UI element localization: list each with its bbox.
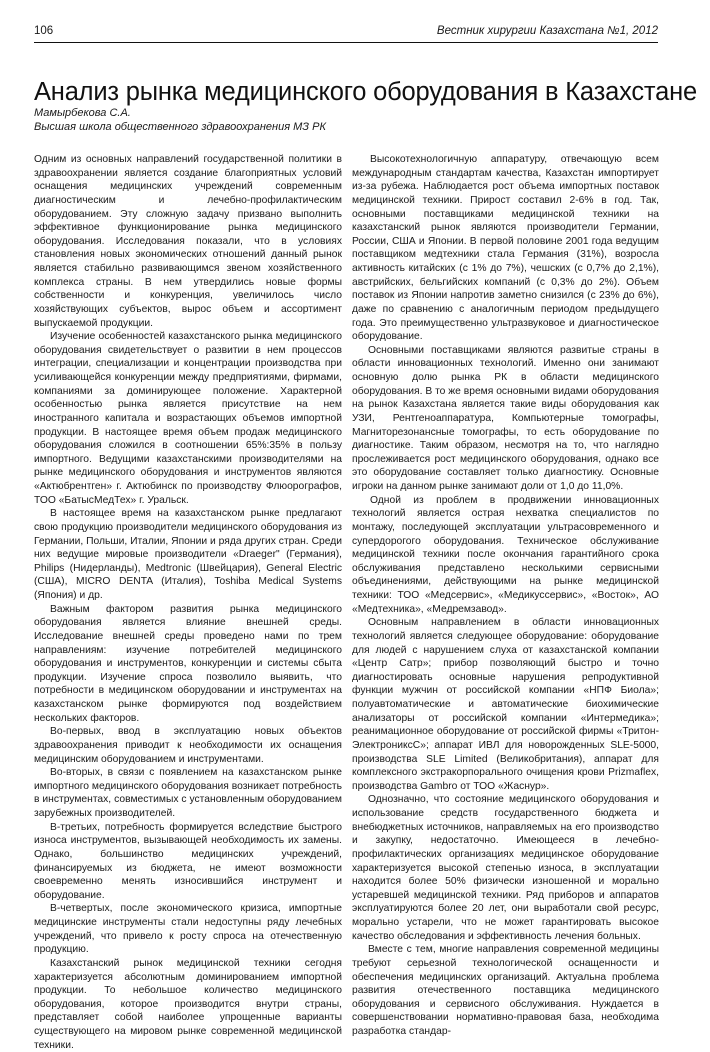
paragraph: Важным фактором развития рынка медицинского оборудования является влияние внешней среды. Исследование внешней среды проведено нами по трем направлениям: изучение потребителей медицинского оборудования и инструментов, конкуренции и системы сбыта продукции. Изучение спроса позволило выявить, что потребности в медицинском оборудовании и инструментах на казахстанском рынке формируются под воздействием нескольких факторов. bbox=[34, 603, 342, 724]
paragraph: В-четвертых, после экономического кризиса, импортные медицинские инструменты стали недоступны ряду лечебных учреждений, что привело к росту спроса на отечественную продукцию. bbox=[34, 903, 342, 956]
paragraph: В-третьих, потребность формируется вследствие быстрого износа инструментов, вызывающей необходимость их замены. Однако, большинство медицинских учреждений, финансируемых из бюджета, не имеют возможности своевременно менять износившийся инструмент и оборудование. bbox=[34, 821, 342, 901]
article-title: Анализ рынка медицинского оборудования в Казахстане bbox=[34, 78, 697, 106]
paragraph: Казахстанский рынок медицинской техники сегодня характеризуется абсолютным доминированием импортной продукции. То небольшое количество медицинского оборудования, которое производится внутри страны, представляет собой наиболее упрощенные варианты существующего на мировом рынке современной медицинской техники. bbox=[34, 957, 342, 1051]
paragraph: Одним из основных направлений государственной политики в здравоохранении является создание благоприятных условий оснащения медицинских учреждений современным диагностическим и лечебно-профилактическим оборудованием. Эту сложную задачу призвано выполнить эффективное функционирование рынка медицинского оборудования. Исследования показали, что в условиях становления новых экономических отношений данный рынок является стабильно развивающимся звеном хозяйственного комплекса страны. В нем утвердились новые формы собственности и конкуренция, увеличилось число хозяйствующих субъектов, вырос объем и ассортимент выпускаемой продукции. bbox=[34, 154, 342, 329]
paragraph: Во-первых, ввод в эксплуатацию новых объектов здравоохранения приводит к необходимости их оснащения медицинским оборудованием и инструментами. bbox=[34, 726, 342, 765]
left-column bbox=[34, 153, 342, 1052]
journal-title: Вестник хирургии Казахстана №1, 2012 bbox=[436, 25, 658, 37]
paragraph: Основным направлением в области инновационных технологий является следующее оборудование: оборудование для людей с нарушением слуха от казахстанской компании «Центр Сатр»; прибор позволяющий быстро и точно диагностировать основные нарушения репродуктивной функции мужчин от российской компании «НПФ Биола»; полуавтоматические и автоматические биохимические анализаторы от российской компании «Интермедика»; реанимационное оборудование от российской фирмы «Тритон-ЭлектрониксС»; аппарат ИВЛ для новорожденных SLE-5000, производства SLE Limited (Великобритания), аппарат для комплексного экстракорпорального очищения крови Prizmaflex, производства Gambro от ТОО «Жаснур». bbox=[352, 617, 659, 792]
paragraph: Изучение особенностей казахстанского рынка медицинского оборудования свидетельствует о развитии в нем процессов интеграции, специализации и концентрации производства при усиливающейся конкуренции между предприятиями, фирмами, компаниями за доминирующее положение. Характерной особенностью рынка является присутствие на нем иностранного капитала и возрастающих объемов импортной продукции. В настоящее время объем продаж медицинского оборудования сложился в соотношении 65%:35% в пользу импортного. Ведущими казахстанскими производителями на рынке медицинского оборудования и инструментов являются «Актюбрентген» г. Актюбинск по производству Флюорографов, ТОО «БатысМедТех» г. Уральск. bbox=[34, 331, 342, 506]
paragraph: Во-вторых, в связи с появлением на казахстанском рынке импортного медицинского оборудования возникает потребность в инструментах, совместимых с установленным оборудованием зарубежных производителей. bbox=[34, 767, 342, 819]
paragraph: Одной из проблем в продвижении инновационных технологий является острая нехватка специалистов по монтажу, последующей эксплуатации ультрасовременного и супердорогого оборудования. Техническое обслуживание медицинской техники после окончания гарантийного срока обслуживания представлено несколькими сервисными объединениями, действующими на рынке медицинской техники: ТОО «Медсервис», «Медикуссервис», «Восток», АО «Медтехника», «Медремзавод». bbox=[352, 494, 659, 615]
paragraph: Однозначно, что состояние медицинского оборудования и использование средств государственного бюджета и внебюджетных источников, направляемых на его производство и закупку, недостаточно. Имеющееся в лечебно-профилактических организациях медицинское оборудование характеризуется высокой степенью износа, в эксплуатации находится более 50% физически изношенной и морально устаревшей медицинской техники. Ряд приборов и аппаратов эксплуатируются более 20 лет, они выработали свой ресурс, морально устарели, что не может гарантировать высокое качество обследования и эффективность лечения больных. bbox=[352, 794, 659, 942]
running-header bbox=[34, 24, 658, 43]
paragraph: Высокотехнологичную аппаратуру, отвечающую всем международным стандартам качества, Казахстан импортирует из-за рубежа. Наблюдается рост объема импортных поставок медицинской техники. Прирост составил 2-6% в год. Так, основными поставщиками медицинской техники на казахстанский рынок являются производители Германии, России, США и Японии. В первой половине 2001 года ведущим поставщиком медтехники стала Германия (31%), возросла активность китайских (с 1% до 7%), чешских (с 0,7% до 2,1%), австрийских, бельгийских компаний (с 0,3% до 2%). Объем поставок из Японии напротив заметно снизился (с 23% до 6%), даже по сравнению с аналогичным периодом предыдущего года. Это преимущественно ультразвуковое и диагностическое оборудование. bbox=[352, 154, 659, 343]
paragraph: Вместе с тем, многие направления современной медицины требуют серьезной технологической оснащенности и обеспечения медицинских организаций. Актуальна проблема развития отечественного поставщика медицинского оборудования и сервисного обслуживания. Нуждается в совершенствовании нормативно-правовая база, необходима разработка стандар- bbox=[352, 944, 659, 1037]
article-affiliation: Высшая школа общественного здравоохранения МЗ РК bbox=[34, 121, 326, 133]
paragraph: В настоящее время на казахстанском рынке предлагают свою продукцию производители медицинского оборудования из Германии, Польши, Италии, Японии и ряда других стран. Среди них ведущие мировые производители «Draeger" (Германия), Philips (Нидерланды), Medtronic (Швейцария), General Electric (США), MICRO DENTA (Италия), Toshiba Medical Systems (Япония) и др. bbox=[34, 508, 342, 601]
page-number: 106 bbox=[34, 25, 54, 37]
right-column bbox=[352, 153, 659, 1039]
article-author: Мамырбекова С.А. bbox=[34, 107, 131, 119]
paragraph: Основными поставщиками являются развитые страны в области инновационных технологий. Именно они занимают основную долю рынка РК в области медицинского оборудования. В то же время основными видами оборудования на рынок Казахстана является такие виды оборудования как УЗИ, Рентгеноаппаратура, Компьютерные томографы, Магниторезонансные томографы, то есть оборудование по диагностике. Таким образом, несмотря на то, что наглядно прослеживается рост медицинского оборудования, однако все это оборудование составляет только диагностику. Основные игроки на данном рынке занимают доли от 1,0 до 11,0%. bbox=[352, 344, 659, 492]
